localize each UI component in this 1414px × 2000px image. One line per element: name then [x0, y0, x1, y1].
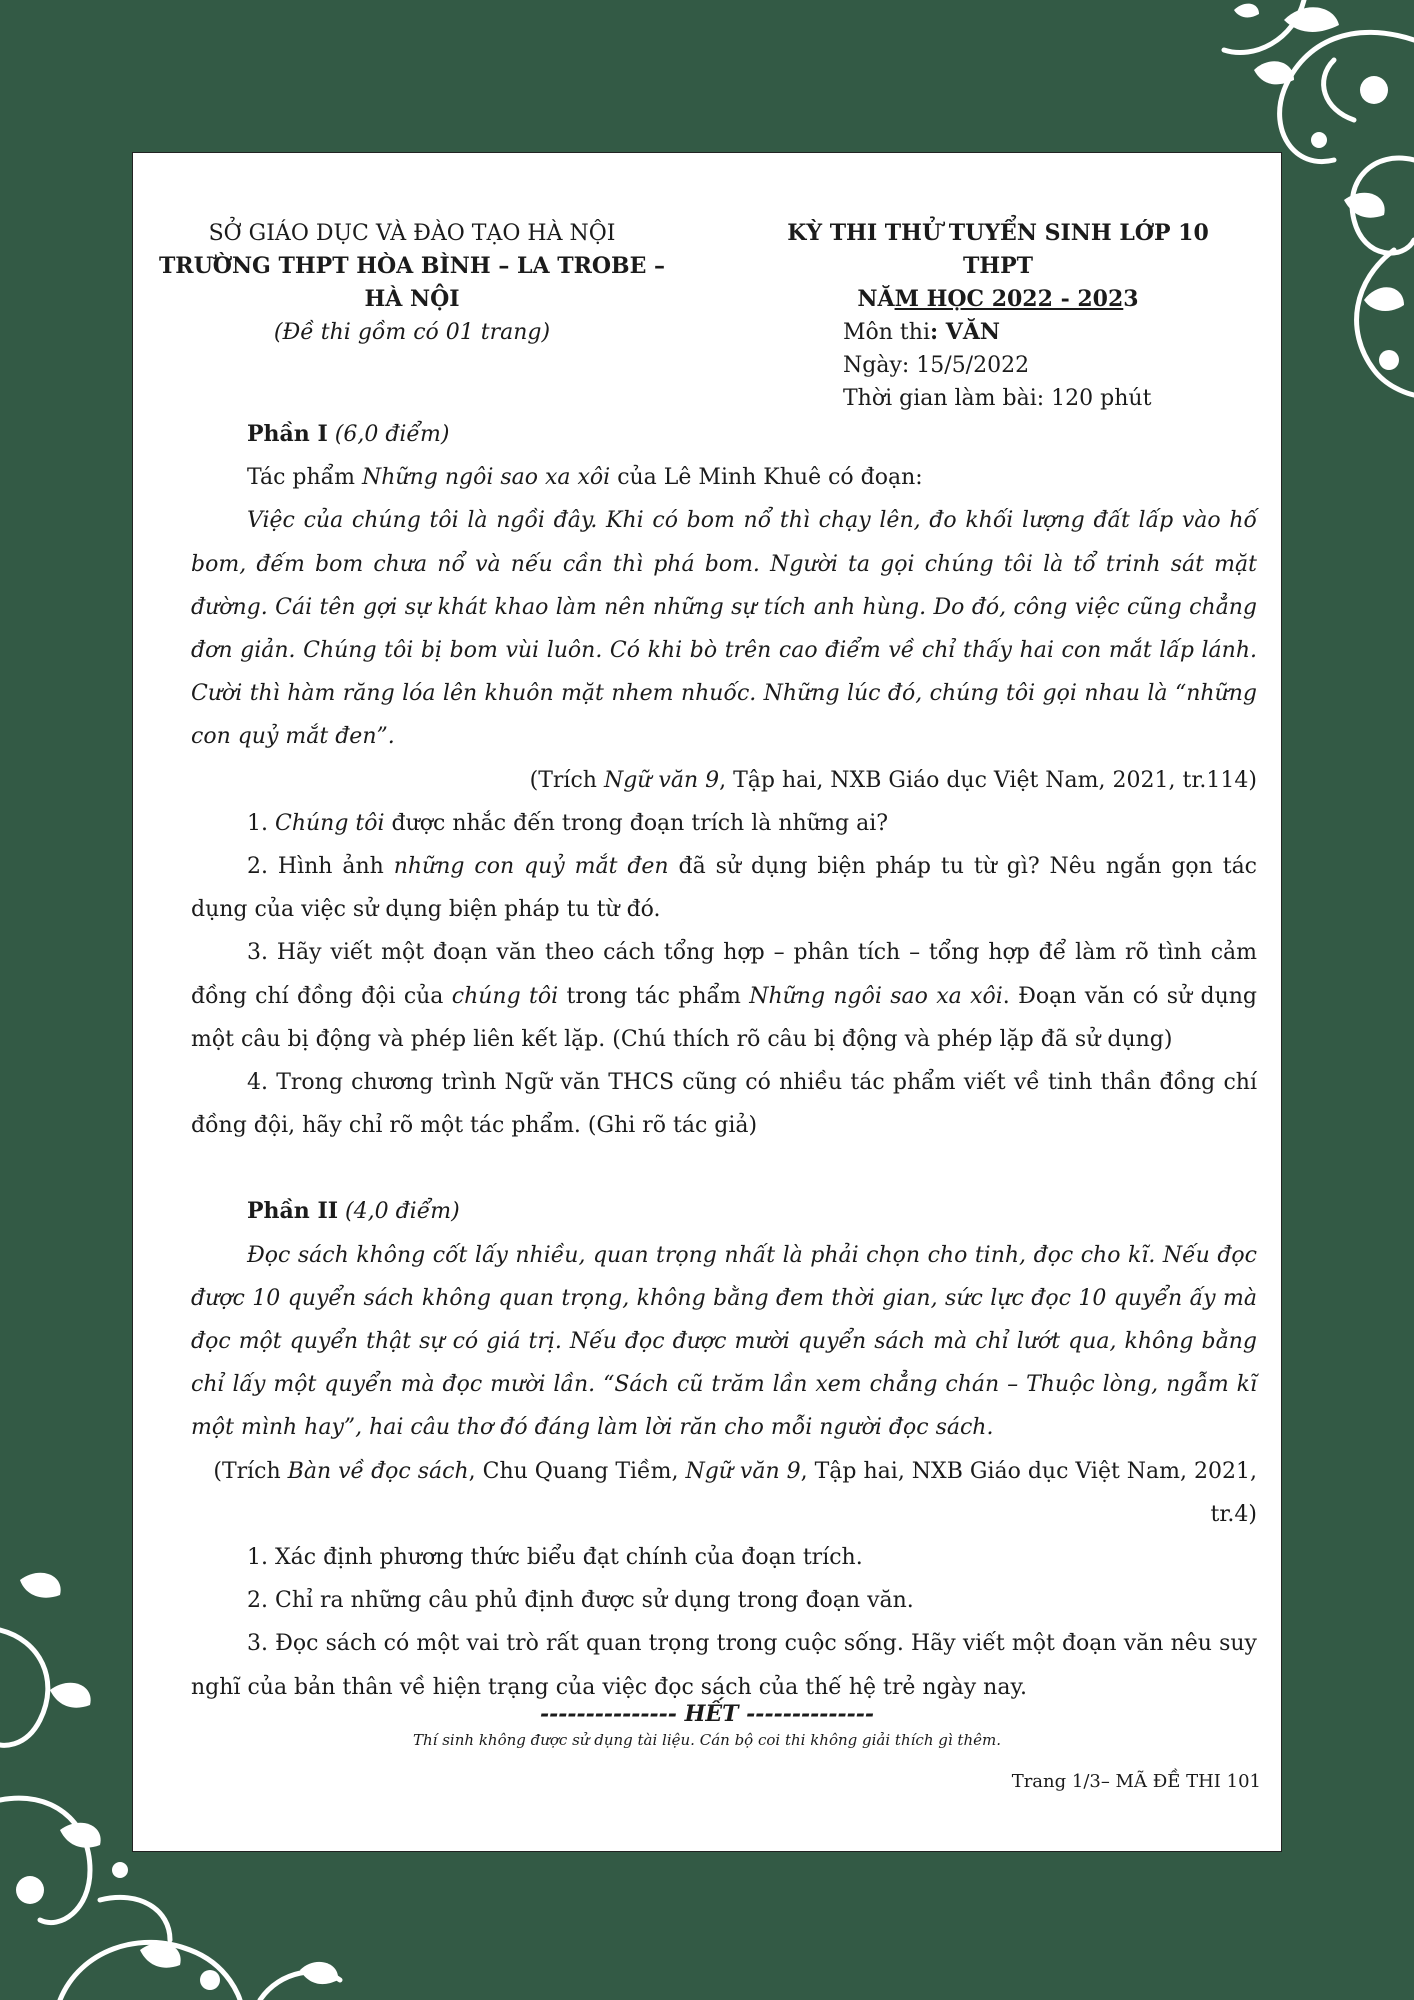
- exam-instruction-note: Thí sinh không được sử dụng tài liệu. Cán bộ coi thi không giải thích gì thêm.: [413, 1731, 1001, 1749]
- school-year: [763, 283, 1233, 316]
- part2-question-2: 2. Chỉ ra những câu phủ định được sử dụng trong đoạn văn.: [247, 1588, 914, 1614]
- end-marker: --------------- HẾT --------------: [539, 1701, 875, 1727]
- citation-book: Ngữ văn 9: [603, 767, 720, 793]
- part1-question-2: [191, 845, 1257, 931]
- subject-value: : VĂN: [929, 319, 1001, 345]
- p2-citation-work: Bàn về đọc sách: [287, 1458, 469, 1484]
- subject-label: Môn thi: [843, 320, 930, 345]
- exam-paper: [132, 152, 1282, 1852]
- year-underlined: M HỌC 2022 - 202: [894, 286, 1124, 312]
- part1-excerpt: Việc của chúng tôi là ngồi đây. Khi có bom nổ thì chạy lên, đo khối lượng đất lấp vào hố bom, đếm bom chưa nổ và nếu cần thì phá bom. Người ta gọi chúng tôi là tổ trinh sát mặt đường. Cái tên gợi sự khát khao làm nên những sự tích anh hùng. Do đó, công việc cũng chẳng đơn giản. Chúng tôi bị bom vùi luôn. Có khi bò trên cao điểm về chỉ thấy hai con mắt lấp lánh. Cười thì hàm răng lóa lên khuôn mặt nhem nhuốc. Những lúc đó, chúng tôi gọi nhau là “những con quỷ mắt đen”.: [191, 508, 1257, 750]
- q2-text-a: 2. Hình ảnh: [247, 854, 394, 880]
- part1-points: (6,0 điểm): [334, 422, 450, 447]
- q1-number: 1.: [247, 810, 275, 836]
- part1-question-3: [191, 931, 1257, 1061]
- part1-question-1: [191, 802, 1257, 845]
- exam-title: KỲ THI THỬ TUYỂN SINH LỚP 10 THPT: [787, 220, 1209, 279]
- part2-question-3: 3. Đọc sách có một vai trò rất quan trọng trong cuộc sống. Hãy viết một đoạn văn nêu suy nghĩ của bản thân về hiện trạng của việc đọc sách của thế hệ trẻ ngày nay.: [191, 1631, 1257, 1700]
- p2-citation-book: Ngữ văn 9: [685, 1458, 801, 1484]
- q1-text: được nhắc đến trong đoạn trích là những ai?: [384, 810, 889, 836]
- intro-text-b: của Lê Minh Khuê có đoạn:: [610, 465, 923, 491]
- school-name: TRƯỜNG THPT HÒA BÌNH – LA TROBE – HÀ NỘI: [158, 253, 666, 312]
- part2-title: Phần II: [247, 1198, 339, 1225]
- subject-line: [763, 316, 1233, 349]
- part2-points: (4,0 điểm): [345, 1199, 460, 1225]
- header-right: [763, 217, 1233, 415]
- q1-italic: Chúng tôi: [274, 810, 385, 836]
- department-name: SỞ GIÁO DỤC VÀ ĐÀO TẠO HÀ NỘI: [208, 221, 616, 246]
- page-number: Trang 1/3– MÃ ĐỀ THI 101: [1011, 1771, 1261, 1792]
- part1-question-4: 4. Trong chương trình Ngữ văn THCS cũng có nhiều tác phẩm viết về tinh thần đồng chí đồng đội, hãy chỉ rõ một tác phẩm. (Ghi rõ tác giả): [191, 1070, 1257, 1139]
- part1-citation: [191, 759, 1257, 802]
- part2-question-1: 1. Xác định phương thức biểu đạt chính của đoạn trích.: [247, 1545, 863, 1571]
- part2-citation: [191, 1450, 1257, 1536]
- q3-italic-1: chúng tôi: [451, 983, 559, 1009]
- exam-body: [191, 413, 1257, 1709]
- exam-duration: Thời gian làm bài: 120 phút: [843, 386, 1152, 411]
- year-prefix: NĂ: [857, 286, 895, 312]
- page-count-note: (Đề thi gồm có 01 trang): [273, 320, 551, 345]
- header-left: [143, 217, 681, 349]
- q2-text-b: đã sử dụng biện pháp tu từ gì? Nêu ngắn gọn tác dụng của việc sử dụng biện pháp tu từ đó.: [191, 854, 1258, 923]
- q3-text-a: 3. Hãy viết một đoạn văn theo cách tổng hợp – phân tích – tổng hợp để làm rõ tình cảm đồng chí đồng đội của: [191, 940, 1257, 1009]
- section-gap: [191, 1147, 1257, 1190]
- citation-text-a: (Trích: [529, 767, 604, 793]
- q3-text-c: . Đoạn văn có sử dụng một câu bị động và phép liên kết lặp. (Chú thích rõ câu bị động và phép lặp đã sử dụng): [191, 983, 1257, 1052]
- citation-text-b: , Tập hai, NXB Giáo dục Việt Nam, 2021, tr.114): [719, 767, 1257, 793]
- part2-heading: [191, 1190, 1257, 1233]
- exam-header: [133, 217, 1281, 411]
- part1-heading: [191, 413, 1257, 456]
- p2-citation-a: (Trích: [213, 1458, 288, 1484]
- part1-intro: [191, 456, 1257, 499]
- q3-text-b: trong tác phẩm: [558, 983, 750, 1009]
- q2-italic: những con quỷ mắt đen: [393, 854, 669, 880]
- intro-text-a: Tác phẩm: [247, 465, 362, 491]
- year-suffix: 3: [1123, 286, 1139, 312]
- part2-excerpt: Đọc sách không cốt lấy nhiều, quan trọng nhất là phải chọn cho tinh, đọc cho kĩ. Nếu đọc được 10 quyển sách không quan trọng, không bằng đem thời gian, sức lực đọc 10 quyển ấy mà đọc một quyển thật sự có giá trị. Nếu đọc được mười quyển sách mà chỉ lướt qua, không bằng chỉ lấy một quyển mà đọc mười lần. “Sách cũ trăm lần xem chẳng chán – Thuộc lòng, ngẫm kĩ một mình hay”, hai câu thơ đó đáng làm lời răn cho mỗi người đọc sách.: [191, 1242, 1257, 1441]
- intro-work-title: Những ngôi sao xa xôi: [361, 465, 611, 491]
- p2-citation-b: , Chu Quang Tiềm,: [468, 1458, 686, 1484]
- q3-italic-2: Những ngôi sao xa xôi: [749, 983, 1003, 1009]
- exam-date: Ngày: 15/5/2022: [843, 353, 1030, 378]
- p2-citation-c: , Tập hai, NXB Giáo dục Việt Nam, 2021, tr.4): [800, 1458, 1257, 1527]
- part1-title: Phần I: [247, 421, 328, 447]
